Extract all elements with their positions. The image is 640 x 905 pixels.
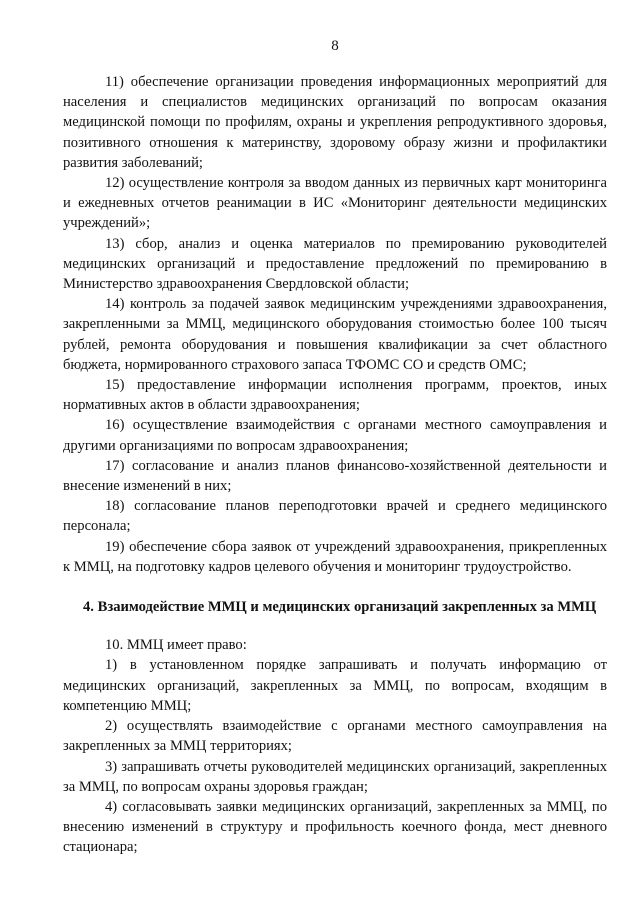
list-item-18: 18) согласование планов переподготовки врачей и среднего медицинского персонала;: [63, 498, 607, 535]
list-item-14: 14) контроль за подачей заявок медицинским учреждениями здравоохранения, закрепленными за ММЦ, медицинского оборудования стоимостью более 100 тысяч рублей, ремонта оборудования и повышения квалификации за счет областного бюджета, нормированного страхового запаса ТФОМС СО и средств ОМС;: [63, 296, 607, 373]
list-item-11: 11) обеспечение организации проведения информационных мероприятий для населения и специалистов медицинских организаций по вопросам оказания медицинской помощи по профилям, охраны и укрепления репродуктивного здоровья, позитивного отношения к материнству, здоровому образу жизни и профилактики развития заболеваний;: [63, 74, 607, 171]
list-item-13: 13) сбор, анализ и оценка материалов по премированию руководителей медицинских организаций и предоставление предложений по премированию в Министерство здравоохранения Свердловской области;: [63, 235, 607, 293]
rights-item-3: 3) запрашивать отчеты руководителей медицинских организаций, закрепленных за ММЦ, по вопросам охраны здоровья граждан;: [63, 758, 607, 795]
list-item-17: 17) согласование и анализ планов финансово-хозяйственной деятельности и внесение изменений в них;: [63, 457, 607, 495]
list-item-12: 12) осуществление контроля за вводом данных из первичных карт мониторинга и ежедневных отчетов реанимации в ИС «Мониторинг деятельности медицинских учреждений»;: [63, 175, 607, 232]
list-item-19: 19) обеспечение сбора заявок от учреждений здравоохранения, прикрепленных к ММЦ, на подготовку кадров целевого обучения и мониторинг трудоустройство.: [63, 538, 607, 575]
list-item-16: 16) осуществление взаимодействия с органами местного самоуправления и другими организациями по вопросам здравоохранения;: [63, 417, 607, 454]
rights-item-4: 4) согласовывать заявки медицинских организаций, закрепленных за ММЦ, по внесению изменений в структуру и профильность коечного фонда, мест дневного стационара;: [63, 798, 607, 856]
section-heading: 4. Взаимодействие ММЦ и медицинских организаций закрепленных за ММЦ: [83, 599, 597, 616]
rights-item-1: 1) в установленном порядке запрашивать и получать информацию от медицинских организаций, закрепленных за ММЦ, по вопросам, входящим в компетенцию ММЦ;: [63, 657, 607, 714]
clause-intro: 10. ММЦ имеет право:: [105, 637, 247, 654]
document-page: [63, 36, 607, 858]
page-number: 8: [331, 38, 339, 54]
list-item-15: 15) предоставление информации исполнения программ, проектов, иных нормативных актов в области здравоохранения;: [63, 377, 607, 414]
rights-item-2: 2) осуществлять взаимодействие с органами местного самоуправления на закрепленных за ММЦ территориях;: [63, 718, 607, 755]
